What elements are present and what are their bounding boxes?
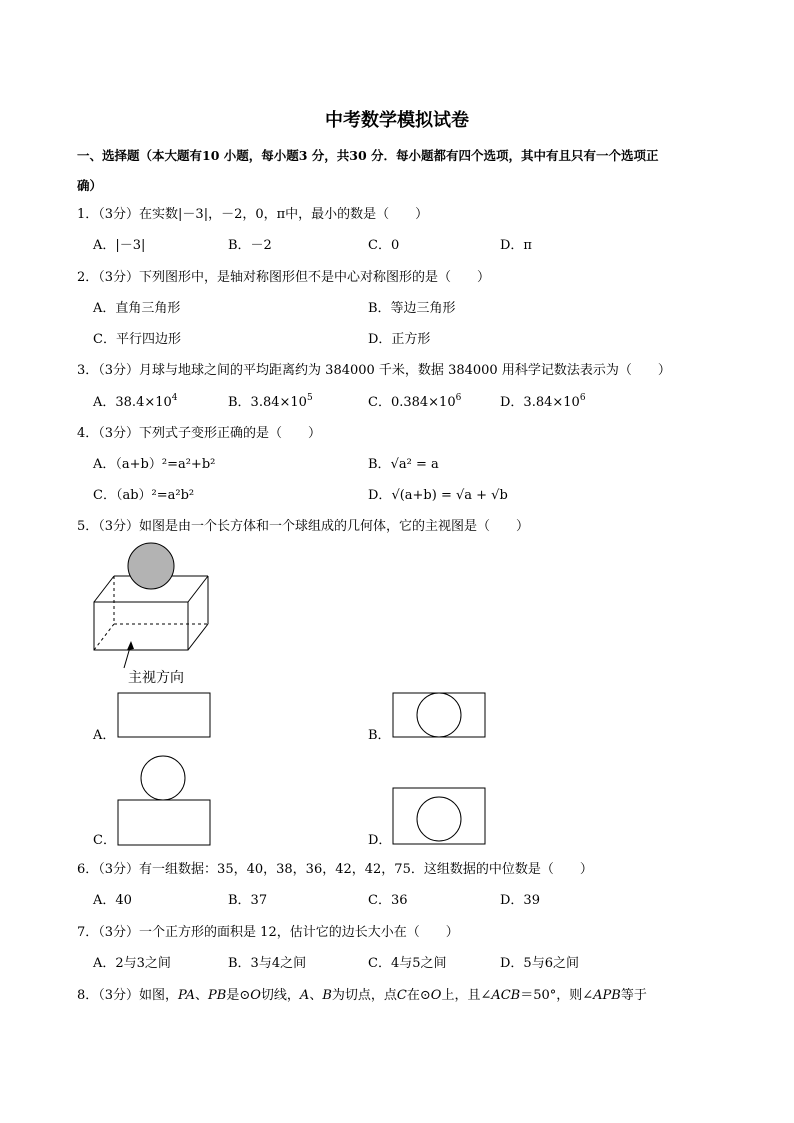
q3-option-a[interactable]: A．$38.4\times 10^4$ (93, 393, 178, 410)
q2-option-a[interactable]: A．直角三角形 (93, 301, 181, 316)
question-2-stem: 2．（3分）下列图形中，是轴对称图形但不是中心对称图形的是（ ） (77, 270, 491, 285)
q7-option-b[interactable]: B．3与4之间 (228, 956, 307, 971)
q4-option-d[interactable]: D．√(a+b) = √a + √b (368, 488, 508, 503)
q5-option-d-figure (392, 787, 488, 847)
section-heading: 一、选择题（本大题有10 小题，每小题3 分，共30 分．每小题都有四个选项，其中有且只有一个选项正 (77, 148, 659, 163)
q4-option-d-formula: √(a+b) = √a + √b (391, 488, 508, 503)
q3-option-b[interactable]: B．$3.84\times 10^5$ (228, 393, 313, 410)
section-heading-cont: 确） (77, 178, 103, 193)
q4-option-c[interactable]: C．（ab）²=a²b² (93, 488, 195, 503)
q3-option-d[interactable]: D．$3.84\times 10^6$ (500, 393, 586, 410)
q4-option-a-formula: （a+b）²=a²+b² (115, 457, 216, 472)
q5-option-b[interactable]: B． (368, 728, 391, 743)
question-4-stem: 4．（3分）下列式子变形正确的是（ ） (77, 426, 322, 441)
q4-option-c-formula: （ab）²=a²b² (115, 488, 195, 503)
question-6-stem: 6．（3分）有一组数据：35，40，38，36，42，42，75．这组数据的中位数是（ ） (77, 862, 593, 877)
q6-option-c[interactable]: C．36 (368, 893, 408, 908)
question-7-stem: 7．（3分）一个正方形的面积是 12，估计它的边长大小在（ ） (77, 925, 459, 940)
q5-option-d[interactable]: D． (368, 833, 392, 848)
q5-option-a[interactable]: A． (93, 728, 116, 743)
q4-option-b[interactable]: B．√a² = a (368, 457, 439, 472)
q2-option-c[interactable]: C．平行四边形 (93, 332, 181, 347)
q2-option-b[interactable]: B．等边三角形 (368, 301, 456, 316)
q3-option-c[interactable]: C．$0.384\times 10^6$ (368, 393, 462, 410)
q6-option-a[interactable]: A．40 (93, 893, 132, 908)
q7-option-a[interactable]: A．2与3之间 (93, 956, 171, 971)
q7-option-c[interactable]: C．4与5之间 (368, 956, 447, 971)
q1-option-b[interactable]: B．－2 (228, 238, 272, 253)
q1-option-c[interactable]: C．0 (368, 238, 400, 253)
q5-figure-caption: 主视方向 (128, 670, 184, 686)
q4-option-a[interactable]: A．（a+b）²=a²+b² (93, 457, 216, 472)
q1-option-a[interactable]: A．|－3| (93, 238, 146, 253)
q5-option-c-figure (117, 752, 213, 848)
q2-option-d[interactable]: D．正方形 (368, 332, 431, 347)
q4-option-b-formula: √a² = a (390, 457, 439, 472)
question-8-stem: 8．（3分）如图，PA、PB是⊙O切线，A、B为切点，点C在⊙O上，且∠ACB＝50°，则∠APB等于 (77, 988, 647, 1003)
q1-option-d[interactable]: D．π (500, 238, 532, 253)
q5-ball (128, 543, 174, 589)
q7-option-d[interactable]: D．5与6之间 (500, 956, 579, 971)
page-title: 中考数学模拟试卷 (325, 110, 469, 131)
question-5-stem: 5．（3分）如图是由一个长方体和一个球组成的几何体，它的主视图是（ ） (77, 519, 530, 534)
q6-option-b[interactable]: B．37 (228, 893, 268, 908)
question-3-stem: 3．（3分）月球与地球之间的平均距离约为 384000 千米，数据 384000 用科学记数法表示为（ ） (77, 363, 671, 378)
question-1-stem: 1．（3分）在实数|－3|，－2，0，π中，最小的数是（ ） (77, 207, 429, 222)
q5-option-b-figure (392, 692, 488, 740)
q6-option-d[interactable]: D．39 (500, 893, 540, 908)
q5-option-a-figure (117, 692, 213, 740)
q5-option-c[interactable]: C． (93, 833, 116, 848)
